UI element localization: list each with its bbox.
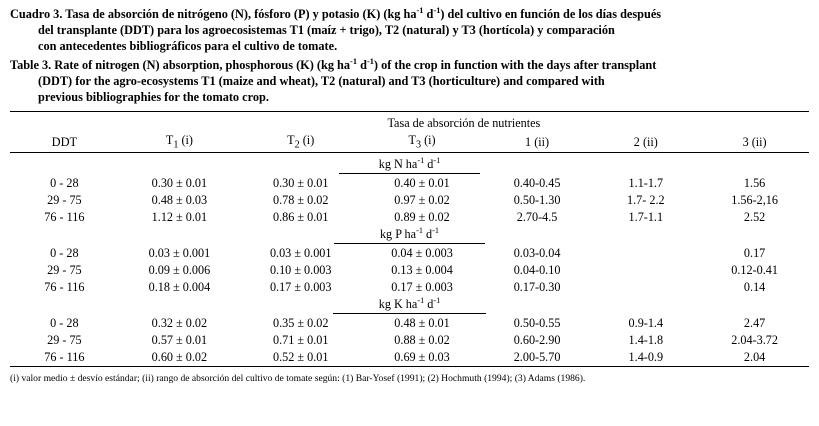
table-row xyxy=(10,245,809,262)
cell-t3: 0.69 ± 0.03 xyxy=(394,349,450,364)
cell-ref1: 0.17-0.30 xyxy=(513,279,561,294)
cell-t1: 0.48 ± 0.03 xyxy=(151,192,208,207)
cell-ref1: 0.04-0.10 xyxy=(513,262,561,277)
cell-ref2: 1.1-1.7 xyxy=(628,175,664,190)
group-unit-row-n xyxy=(10,156,809,175)
group-unit-row-p xyxy=(10,226,809,245)
unit-mid-k: d xyxy=(424,296,434,311)
unit-sup2-p: -1 xyxy=(432,225,440,235)
cell-ref2: 1.4-0.9 xyxy=(628,349,664,364)
table-footnote: (i) valor medio ± desvío estándar; (ii) rango de absorción del cultivo de tomate según: (1) Bar-Yosef (1991); (2) Hochmuth (1994); (3) Adams (1986). xyxy=(10,372,586,384)
cell-ref3: 2.04-3.72 xyxy=(731,332,778,347)
cell-ref3: 0.14 xyxy=(743,279,766,294)
caption-spanish-text-1c: ) del cultivo en función de los días después xyxy=(440,7,662,21)
table-row xyxy=(10,209,809,226)
caption-spanish-line-2: del transplante (DDT) para los agroecosistemas T1 (maíz + trigo), T2 (natural) y T3 (hortícola) y comparación xyxy=(38,23,615,38)
row-ddt: 76 - 116 xyxy=(44,209,85,224)
unit-prefix-n: kg N ha xyxy=(378,156,418,171)
caption-english-label: Table 3. xyxy=(10,57,52,72)
caption-english-line-2: (DDT) for the agro-ecosystems T1 (maize and wheat), T2 (natural) and T3 (horticulture) and compared with xyxy=(38,73,605,88)
cell-t2: 0.35 ± 0.02 xyxy=(272,315,329,330)
cell-t3: 0.89 ± 0.02 xyxy=(394,209,450,224)
caption-english-sup-2: -1 xyxy=(366,56,374,66)
cell-ref2 xyxy=(591,245,700,262)
t1-subscript: 1 xyxy=(173,139,179,151)
cell-ref1: 0.03-0.04 xyxy=(513,245,561,260)
cell-ref3: 2.52 xyxy=(743,209,766,224)
unit-sup1-k: -1 xyxy=(417,295,425,305)
cell-ref1: 0.50-0.55 xyxy=(513,315,561,330)
table-spanner-row xyxy=(10,115,809,132)
row-ddt: 76 - 116 xyxy=(44,279,85,294)
cell-t1: 0.09 ± 0.006 xyxy=(148,262,211,277)
cell-t1: 0.03 ± 0.001 xyxy=(148,245,211,260)
cell-ref2: 1.4-1.8 xyxy=(628,332,664,347)
spanner-empty-cell xyxy=(10,115,119,132)
row-ddt: 29 - 75 xyxy=(47,262,82,277)
caption-english xyxy=(10,57,809,106)
cell-t2: 0.10 ± 0.003 xyxy=(269,262,332,277)
unit-sup2-k: -1 xyxy=(433,295,441,305)
cell-t1: 0.18 ± 0.004 xyxy=(148,279,211,294)
caption-english-text-1: Rate of nitrogen (N) absorption, phosphorous (K) (kg ha xyxy=(51,57,351,72)
group-unit-text-k xyxy=(333,297,487,314)
cell-t2: 0.52 ± 0.01 xyxy=(272,349,329,364)
unit-sup2-n: -1 xyxy=(433,155,441,165)
cell-ref2: 0.9-1.4 xyxy=(628,315,664,330)
group-unit-text-n xyxy=(339,157,481,174)
cell-ref1: 2.00-5.70 xyxy=(513,349,561,364)
cell-t2: 0.78 ± 0.02 xyxy=(272,192,329,207)
row-ddt: 0 - 28 xyxy=(50,175,79,190)
caption-english-line-3: previous bibliographies for the tomato crop. xyxy=(38,90,269,105)
unit-mid-p: d xyxy=(422,226,433,241)
cell-ref1: 0.60-2.90 xyxy=(513,332,561,347)
cell-ref3: 2.04 xyxy=(743,349,766,364)
table-row xyxy=(10,315,809,332)
cell-t2: 0.86 ± 0.01 xyxy=(272,209,329,224)
table-header-row xyxy=(10,132,809,152)
t2-subscript: 2 xyxy=(294,139,300,151)
cell-ref2: 1.7- 2.2 xyxy=(627,192,665,207)
row-ddt: 0 - 28 xyxy=(50,315,79,330)
column-header-t2: $T_2$ (i) xyxy=(287,133,315,151)
caption-spanish-text-1b: d xyxy=(423,7,434,21)
table-row xyxy=(10,349,809,367)
cell-ref1: 2.70-4.5 xyxy=(516,209,558,224)
row-ddt: 29 - 75 xyxy=(47,332,82,347)
t3-subscript: 3 xyxy=(415,139,422,151)
table-row xyxy=(10,262,809,279)
unit-sup1-n: -1 xyxy=(417,155,425,165)
cell-t3: 0.04 ± 0.003 xyxy=(391,245,453,260)
cell-t1: 0.30 ± 0.01 xyxy=(151,175,208,190)
spanner-label: Tasa de absorción de nutrientes xyxy=(387,116,541,131)
column-header-ref2: 2 (ii) xyxy=(633,134,658,149)
cell-t2: 0.30 ± 0.01 xyxy=(272,175,329,190)
cell-t3: 0.17 ± 0.003 xyxy=(391,279,453,294)
unit-prefix-k: kg K ha xyxy=(378,296,418,311)
row-ddt: 76 - 116 xyxy=(44,349,85,364)
unit-mid-n: d xyxy=(424,156,434,171)
nutrient-absorption-table xyxy=(10,111,809,369)
caption-spanish-line-1 xyxy=(10,6,809,22)
cell-ref1: 0.50-1.30 xyxy=(513,192,561,207)
cell-ref3: 1.56 xyxy=(743,175,766,190)
group-unit-text-p xyxy=(334,227,485,244)
cell-ref1: 0.40-0.45 xyxy=(513,175,561,190)
cell-ref2: 1.7-1.1 xyxy=(628,209,664,224)
column-header-ddt: DDT xyxy=(51,134,78,149)
cell-t2: 0.17 ± 0.003 xyxy=(269,279,332,294)
table-row xyxy=(10,332,809,349)
table-row xyxy=(10,175,809,192)
cell-t3: 0.48 ± 0.01 xyxy=(394,315,450,330)
cell-ref3: 0.12-0.41 xyxy=(731,262,778,277)
caption-spanish xyxy=(10,6,809,55)
cell-ref2 xyxy=(591,279,700,296)
caption-english-text-1b: d xyxy=(357,57,367,72)
caption-english-sup-1: -1 xyxy=(350,56,358,66)
cell-ref3: 0.17 xyxy=(743,245,766,260)
group-unit-label-n xyxy=(10,156,809,175)
cell-t1: 0.60 ± 0.02 xyxy=(151,349,208,364)
cell-t3: 0.13 ± 0.004 xyxy=(391,262,453,277)
table-row xyxy=(10,192,809,209)
caption-spanish-line-3: con antecedentes bibliográficos para el cultivo de tomate. xyxy=(38,39,338,54)
cell-t3: 0.40 ± 0.01 xyxy=(394,175,450,190)
row-ddt: 0 - 28 xyxy=(50,245,79,260)
cell-t3: 0.97 ± 0.02 xyxy=(394,192,450,207)
column-header-t1: $T_1$ (i) xyxy=(165,133,193,151)
cell-t3: 0.88 ± 0.02 xyxy=(394,332,450,347)
cell-t1: 0.32 ± 0.02 xyxy=(151,315,208,330)
cell-t1: 1.12 ± 0.01 xyxy=(151,209,208,224)
group-unit-label-p xyxy=(10,226,809,245)
cell-ref3: 2.47 xyxy=(743,315,766,330)
cell-ref3: 1.56-2,16 xyxy=(731,192,778,207)
column-header-t3: $T_3$ (i) xyxy=(408,133,436,151)
caption-spanish-sup-2: -1 xyxy=(433,5,441,15)
cell-t2: 0.71 ± 0.01 xyxy=(272,332,329,347)
row-ddt: 29 - 75 xyxy=(47,192,82,207)
unit-prefix-p: kg P ha xyxy=(379,226,417,241)
caption-english-text-1c: ) of the crop in function with the days after transplant xyxy=(373,57,657,72)
group-unit-row-k xyxy=(10,296,809,315)
caption-spanish-text-1: Tasa de absorción de nitrógeno (N), fósforo (P) y potasio (K) (kg ha xyxy=(62,7,417,21)
caption-english-line-1 xyxy=(10,57,809,73)
unit-sup1-p: -1 xyxy=(416,225,423,235)
table-bottom-rule xyxy=(10,366,809,370)
table-row xyxy=(10,279,809,296)
cell-ref2 xyxy=(591,262,700,279)
caption-spanish-label: Cuadro 3. xyxy=(10,7,63,21)
cell-t1: 0.57 ± 0.01 xyxy=(151,332,208,347)
column-header-ref3: 3 (ii) xyxy=(742,134,767,149)
column-header-ref1: 1 (ii) xyxy=(525,134,550,149)
cell-t2: 0.03 ± 0.001 xyxy=(269,245,332,260)
caption-spanish-sup-1: -1 xyxy=(416,5,424,15)
group-unit-label-k xyxy=(10,296,809,315)
